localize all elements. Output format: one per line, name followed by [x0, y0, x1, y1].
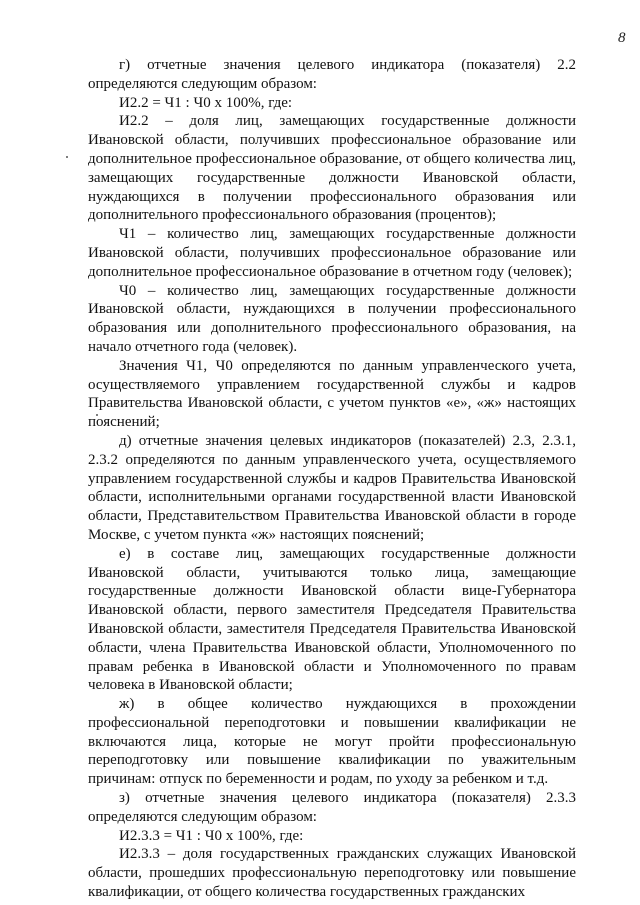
definition-ch1: Ч1 – количество лиц, замещающих государственные должности Ивановской области, получивших профессиональное образование или дополнительное профессиональное образование в отчетном году (человек); — [88, 226, 576, 280]
page-number: 8 — [618, 30, 626, 46]
paragraph-zh-exclusions: ж) в общее количество нуждающихся в прохождении профессиональной переподготовки и повышении квалификации не включаются лица, которые не могут пройти профессиональную переподготовку или повышение квалификации по уважительным причинам: отпуск по беременности и родам, по уходу за ребенком и т.д. — [88, 696, 576, 788]
paragraph-d-indicators-2-3: д) отчетные значения целевых индикаторов (показателей) 2.3, 2.3.1, 2.3.2 определяются по данным управленческого учета, осуществляемого управлением государственной службы и кадров Правительства Ивановской области, исполнительными органами государственной власти Ивановской области, Представительством Правительства Ивановской области в городе Москве, с учетом пункта «ж» настоящих пояснений; — [88, 432, 576, 543]
paragraph-values-ch1-ch0: Значения Ч1, Ч0 определяются по данным управленческого учета, осуществляемого управлением государственной службы и кадров Правительства Ивановской области, с учетом пунктов «е», «ж» настоящих пояснений; — [88, 357, 576, 431]
formula-i2-3-3: И2.3.3 = Ч1 : Ч0 х 100%, где: — [119, 827, 304, 844]
document-body — [88, 56, 576, 902]
definition-i2-3-3: И2.3.3 – доля государственных гражданских служащих Ивановской области, прошедших профессиональную переподготовку или повышение квалификации, от общего количества государственных гражданских — [88, 846, 576, 901]
scan-speck — [66, 156, 68, 158]
paragraph-z-indicator-2-3-3: з) отчетные значения целевого индикатора (показателя) 2.3.3 определяются следующим образом: — [88, 790, 576, 825]
paragraph-g-indicator-2-2: г) отчетные значения целевого индикатора (показателя) 2.2 определяются следующим образом: — [88, 57, 576, 92]
formula-i2-2: И2.2 = Ч1 : Ч0 х 100%, где: — [119, 94, 293, 111]
definition-ch0: Ч0 – количество лиц, замещающих государственные должности Ивановской области, нуждающихся в получении профессионального образования или дополнительного профессионального образования, на начало отчетного года (человек). — [88, 282, 576, 355]
definition-i2-2: И2.2 – доля лиц, замещающих государственные должности Ивановской области, получивших профессиональное образование или дополнительное профессиональное образование, от общего количества лиц, замещающих государственные должности Ивановской области, нуждающихся в получении профессионального образования или дополнительного профессионального образования (процентов); — [88, 113, 576, 224]
paragraph-e-composition: е) в составе лиц, замещающих государственные должности Ивановской области, учитываются только лица, замещающие государственные должности Ивановской области вице-Губернатора Ивановской области, первого заместителя Председателя Правительства Ивановской области, заместителя Председателя Правительства Ивановской области, члена Правительства Ивановской области, Уполномоченного по правам ребенка в Ивановской области и Уполномоченного по правам человека в Ивановской области; — [88, 545, 576, 694]
